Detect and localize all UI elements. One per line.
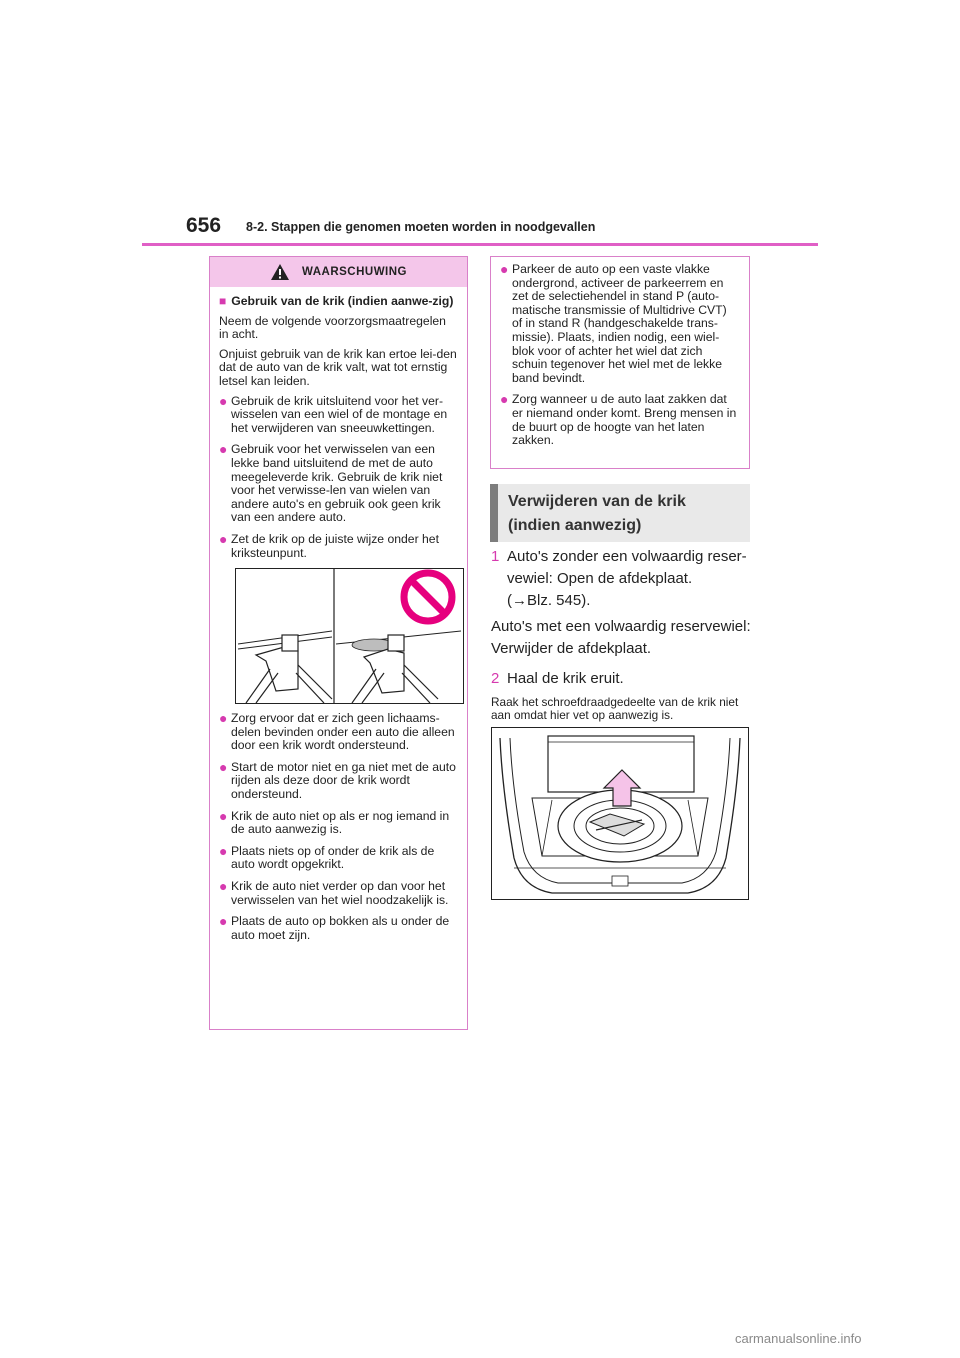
jack-placement-illustration <box>235 568 464 704</box>
square-bullet-icon: ■ <box>219 294 227 308</box>
section-title: 8-2. Stappen die genomen moeten worden in noodgevallen <box>246 220 596 234</box>
step-number: 2 <box>491 670 500 687</box>
warning-continuation-box <box>490 256 750 469</box>
list-item: ● Zorg wanneer u de auto laat zakken dat er niemand onder komt. Breng mensen in de buurt op de hoogte van het laten zakken. <box>500 391 737 448</box>
page-reference: (→Blz. 545). <box>507 592 591 609</box>
bullet-dot-icon: ● <box>219 441 228 458</box>
step-1: 1 Auto's zonder een volwaardig reser-vewiel: Open de afdekplaat. (→Blz. 545). <box>491 546 753 612</box>
list-item: ● Zet de krik op de juiste wijze onder het kriksteunpunt. <box>219 530 439 560</box>
list-item: ● Gebruik voor het verwisselen van een lekke band uitsluitend de met de auto meegeleverde krik. Gebruik de krik niet voor het verwisse-len van wielen van andere auto's en gebruik ook geen krik van een andere auto. <box>219 441 443 525</box>
step-2: 2 Haal de krik eruit. <box>491 668 753 690</box>
prohibited-icon <box>404 573 452 621</box>
warning-triangle-icon <box>270 263 290 281</box>
warning-intro-2: Onjuist gebruik van de krik kan ertoe lei-den dat de auto van de krik valt, wat tot ernstig letsel kan leiden. <box>219 346 457 388</box>
list-item: ● Start de motor niet en ga niet met de auto rijden als deze door de krik wordt ondersteund. <box>219 758 456 802</box>
list-item: ● Plaats niets op of onder de krik als de auto wordt opgekrikt. <box>219 842 435 872</box>
bullet-dot-icon: ● <box>219 842 228 859</box>
list-item: ● Plaats de auto op bokken als u onder de auto moet zijn. <box>219 913 450 942</box>
bullet-dot-icon: ● <box>500 391 509 408</box>
warning-title: WAARSCHUWING <box>301 266 408 278</box>
list-item: ● Krik de auto niet verder op dan voor het verwisselen van het wiel noodzakelijk is. <box>219 878 449 907</box>
list-item: ● Parkeer de auto op een vaste vlakke ondergrond, activeer de parkeerrem en zet de selectiehendel in stand P (auto-matische transmissie of Multidrive CVT) of in stand R (handgeschakelde trans-missie). Plaats, indien nodig, een wiel-blok voor of achter het wiel dat zich schuin tegenover het wiel met de lekke band bevindt. <box>500 261 727 385</box>
step-number: 1 <box>491 548 500 565</box>
header-rule <box>142 243 818 246</box>
list-item: ● Gebruik de krik uitsluitend voor het ver-wisselen van een wiel of de montage en het verwijderen van sneeuwkettingen. <box>219 392 448 435</box>
bullet-dot-icon: ● <box>219 392 228 409</box>
warning-heading: ■ Gebruik van de krik (indien aanwe-zig) <box>219 294 454 308</box>
list-item: ● Zorg ervoor dat er zich geen lichaams-delen bevinden onder een auto die alleen door een krik wordt ondersteund. <box>219 710 455 753</box>
page-number: 656 <box>186 214 222 237</box>
watermark: carmanualsonline.info <box>735 1331 862 1346</box>
note: Raak het schroefdraadgedeelte van de krik niet aan omdat hier vet op aanwezig is. <box>491 695 739 722</box>
bullet-dot-icon: ● <box>219 807 228 824</box>
bullet-dot-icon: ● <box>219 710 228 727</box>
warning-header <box>210 257 467 287</box>
bullet-dot-icon: ● <box>219 530 228 547</box>
list-item: ● Krik de auto niet op als er nog iemand in de auto aanwezig is. <box>219 807 450 837</box>
bullet-dot-icon: ● <box>219 758 228 775</box>
warning-box <box>209 256 468 1030</box>
bullet-dot-icon: ● <box>219 878 228 895</box>
trunk-jack-illustration <box>491 727 749 900</box>
instructions <box>491 546 753 722</box>
bullet-dot-icon: ● <box>219 913 228 930</box>
section-heading: Verwijderen van de krik (indien aanwezig) <box>490 484 750 542</box>
body-paragraph: Auto's met een volwaardig reservewiel: Verwijder de afdekplaat. <box>491 618 751 657</box>
warning-intro-1: Neem de volgende voorzorgsmaatregelen in acht. <box>219 313 446 342</box>
bullet-dot-icon: ● <box>500 261 509 277</box>
